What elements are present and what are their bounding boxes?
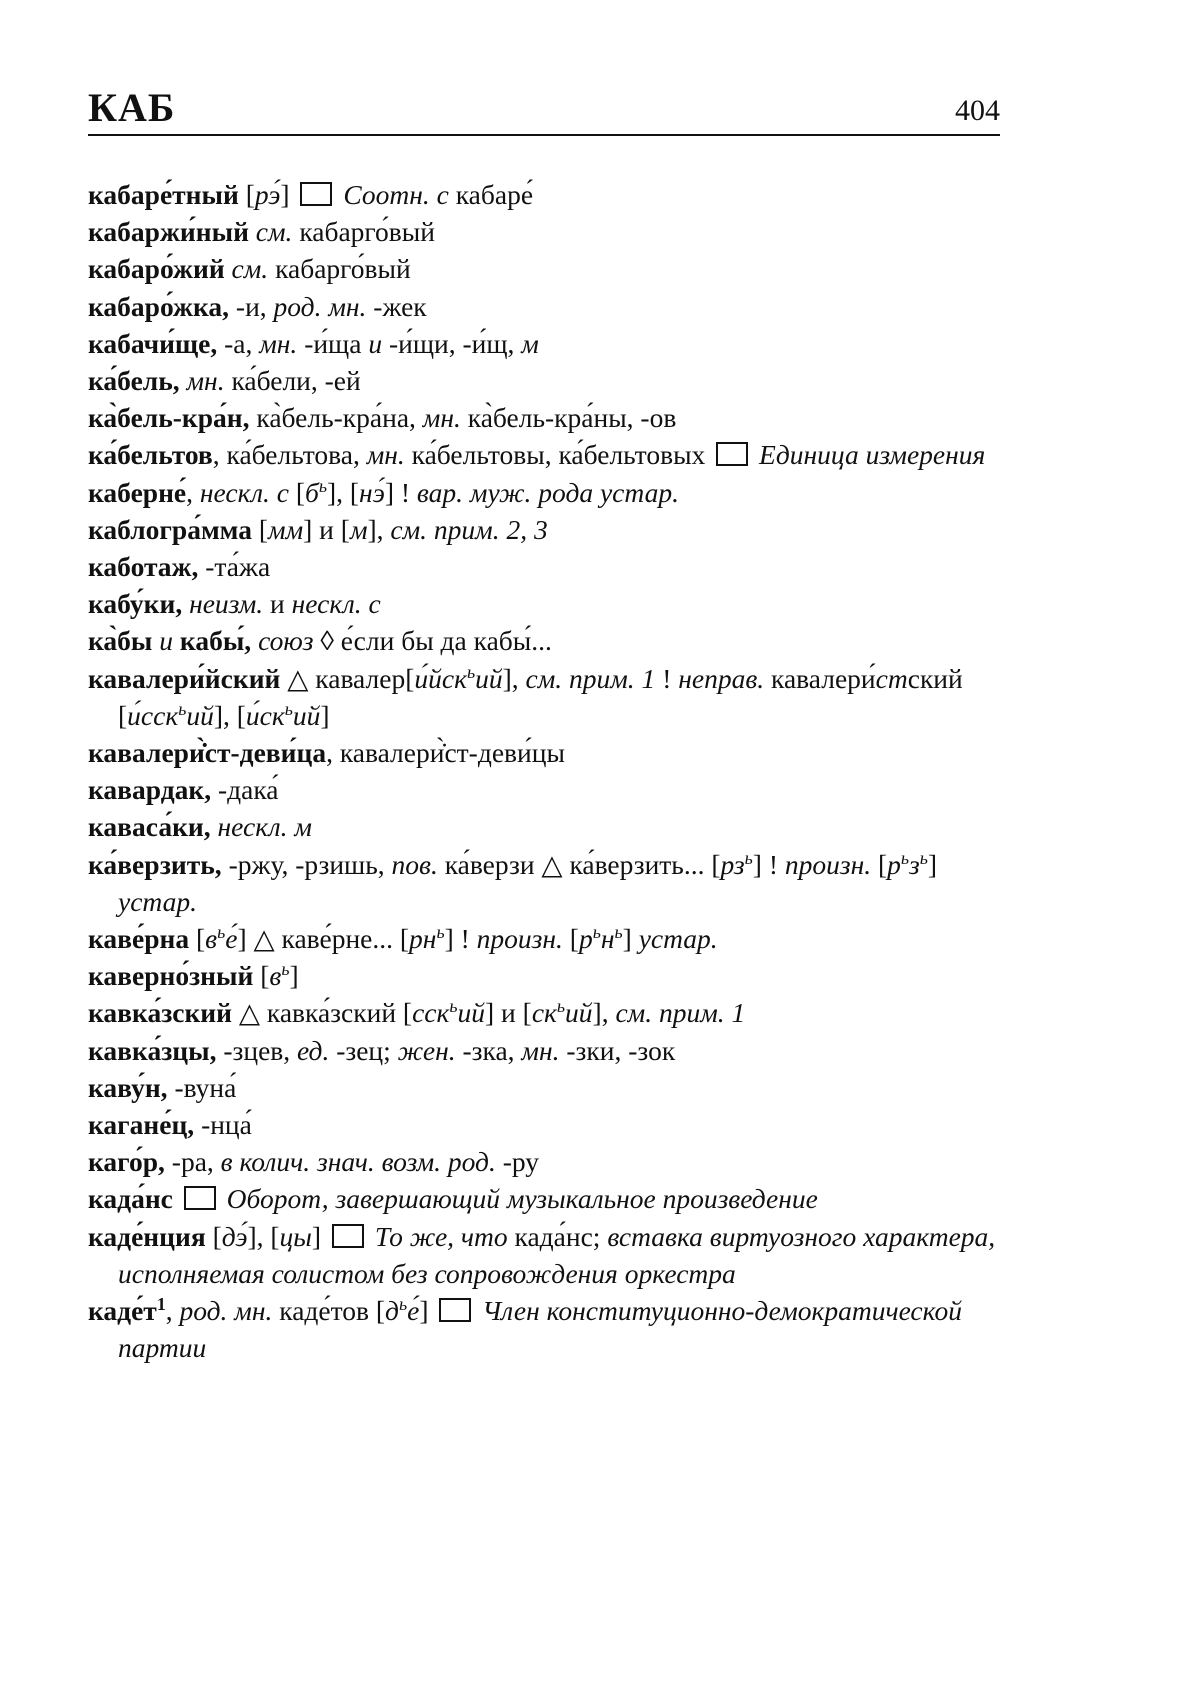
entry-text: -вуна́	[167, 1071, 237, 1103]
softness-mark: ь	[284, 698, 293, 719]
grammar-label: Единица измерения	[752, 439, 986, 471]
grammar-label: ий	[457, 997, 486, 1029]
grammar-label: и	[368, 327, 389, 359]
definition-box-icon	[300, 182, 332, 206]
grammar-label: ст	[875, 662, 908, 694]
dictionary-page	[88, 78, 1000, 1367]
softness-mark: ь	[449, 996, 458, 1017]
dictionary-entry	[88, 957, 1000, 994]
entry-text: ]	[320, 699, 330, 731]
entry-text: када́нс;	[514, 1220, 608, 1252]
definition-box-icon	[716, 442, 748, 466]
page-header	[88, 78, 1000, 128]
grammar-label: устар.	[118, 885, 197, 917]
grammar-label: неправ.	[678, 662, 772, 694]
grammar-label: неизм.	[182, 588, 271, 620]
grammar-label: в	[269, 960, 282, 992]
softness-mark: ь	[217, 921, 226, 942]
dictionary-entry	[88, 548, 1000, 585]
headword: каберне́	[88, 476, 187, 508]
grammar-label: н	[600, 923, 615, 955]
dictionary-entry	[88, 399, 1000, 436]
headword: кабы́,	[179, 625, 252, 657]
grammar-label: мн.	[366, 439, 412, 471]
grammar-label: ий	[186, 699, 214, 731]
entry-text: ] и [	[485, 997, 532, 1029]
entry-text: кавалери́	[771, 662, 876, 694]
headword: кагане́ц,	[88, 1109, 195, 1141]
entry-text: ка́бели, -ей	[231, 365, 361, 397]
entry-text: ка̀бель-кра́на,	[249, 402, 423, 434]
grammar-label: и́ск	[245, 699, 285, 731]
dictionary-entry	[88, 1143, 1000, 1180]
grammar-label: ий	[475, 662, 503, 694]
entry-text: -зка,	[462, 1034, 522, 1066]
entry-text: ский [	[118, 662, 963, 731]
grammar-label: вставка виртуозного характера, исполняемая солистом без сопровождения оркестра	[118, 1220, 996, 1289]
entry-text: !	[662, 662, 679, 694]
headword: кавардак,	[88, 774, 212, 806]
grammar-label: см. прим. 2, 3	[390, 513, 548, 545]
entry-text: [	[189, 923, 206, 955]
entry-text: -зки, -зок	[566, 1034, 676, 1066]
grammar-label: устар.	[638, 923, 718, 955]
entry-text: , ка́бельтова,	[212, 439, 367, 471]
entry-text: ]	[927, 848, 938, 880]
entry-text: [	[877, 848, 888, 880]
entry-text: ]	[622, 923, 639, 955]
entry-text: ,	[165, 1295, 180, 1327]
entry-text: ] !	[444, 923, 477, 955]
dictionary-entry	[88, 660, 1000, 734]
entry-text: -и́ща	[304, 327, 369, 359]
dictionary-entry	[88, 511, 1000, 548]
headword: кабаржи́ный	[88, 216, 249, 248]
entry-text: кабарго́вый	[275, 253, 411, 285]
entry-text: ] !	[752, 848, 785, 880]
headword: каве́рна	[88, 923, 190, 955]
grammar-label: род. мн.	[179, 1295, 280, 1327]
dictionary-entry	[88, 1032, 1000, 1069]
headword: кавалери̇̀ст-деви́ца	[88, 737, 327, 769]
softness-mark: ь	[398, 1293, 408, 1314]
entry-text: ]	[419, 1295, 436, 1327]
grammar-label: р	[887, 848, 901, 880]
headword: кабу́ки,	[88, 588, 183, 620]
headword: каго́р,	[88, 1146, 165, 1178]
entry-text: ], [	[213, 699, 246, 731]
dictionary-entry	[88, 325, 1000, 362]
entry-text: ],	[502, 662, 526, 694]
entry-text: -жек	[373, 290, 427, 322]
entry-text: -зцев,	[216, 1034, 298, 1066]
dictionary-entry	[88, 436, 1000, 473]
softness-mark: ь	[556, 996, 566, 1017]
entry-text: ] !	[384, 476, 417, 508]
entry-text: кабаре́	[455, 179, 534, 210]
entry-text: -и,	[229, 290, 274, 322]
headword: каву́н,	[88, 1071, 168, 1103]
headword: ка̀бы	[88, 625, 160, 657]
grammar-label: и́сск	[127, 699, 179, 731]
dictionary-entry	[88, 622, 1000, 659]
grammar-label: нэ́	[359, 476, 385, 508]
headword: каблогра́мма	[88, 513, 252, 545]
homonym-index: 1	[156, 1293, 166, 1314]
softness-mark: ь	[178, 698, 187, 719]
headword: каботаж,	[88, 551, 199, 583]
grammar-label: Член конституционно-демократической партии	[118, 1295, 962, 1364]
grammar-label: пов.	[391, 848, 445, 880]
grammar-label: мн.	[259, 327, 305, 359]
grammar-label: в колич. знач. возм. род.	[220, 1146, 503, 1178]
dictionary-entry	[88, 734, 1000, 771]
entry-text: [	[253, 960, 270, 992]
grammar-label: см. прим. 1	[615, 997, 746, 1029]
softness-mark: ь	[614, 921, 623, 942]
grammar-label: мм	[268, 513, 304, 545]
grammar-label: и	[159, 625, 180, 657]
entry-text: ка̀бель-кра́ны, -ов	[467, 402, 677, 434]
entry-text: каде́тов [	[279, 1295, 386, 1327]
headword: када́нс	[88, 1183, 180, 1215]
entry-text: [	[205, 1220, 222, 1252]
grammar-label: сск	[412, 997, 450, 1029]
headword: кабаро́жка,	[88, 290, 230, 322]
grammar-label: ий	[565, 997, 593, 1029]
dictionary-entry	[88, 474, 1000, 511]
grammar-label: нескл. с	[291, 588, 381, 620]
dictionary-entry	[88, 846, 1000, 920]
headword: кавалери́йский	[88, 662, 281, 694]
entry-text: ка́бельтовы, ка́бельтовых	[411, 439, 713, 471]
headword: каде́т	[88, 1295, 157, 1327]
entry-text: -нца́	[194, 1109, 252, 1141]
grammar-label: б	[304, 476, 319, 508]
grammar-label: см.	[248, 216, 300, 248]
entry-text: ,	[186, 476, 200, 508]
grammar-label: е́	[225, 923, 238, 955]
page-number: 404	[955, 94, 1000, 127]
grammar-label: дэ́	[221, 1220, 248, 1252]
entry-text: -та́жа	[198, 551, 271, 583]
entry-text: и	[270, 588, 292, 620]
entry-text: △ кавка́зский [	[232, 997, 413, 1029]
dictionary-entry	[88, 920, 1000, 957]
headword: кабаро́жий	[88, 253, 225, 285]
entry-text: ка́верзи △ ка́верзить... [	[444, 848, 721, 880]
grammar-label: см. прим. 1	[525, 662, 663, 694]
dictionary-entry	[88, 288, 1000, 325]
dictionary-entry	[88, 585, 1000, 622]
grammar-label: р	[578, 923, 593, 955]
definition-box-icon	[332, 1224, 364, 1248]
grammar-label: мн.	[422, 402, 468, 434]
headword: каваса́ки,	[88, 811, 211, 843]
entry-text: , кавалери̇̀ст-деви́цы	[326, 737, 565, 769]
entry-text: ] △ каве́рне... [	[237, 923, 410, 955]
dictionary-entry	[88, 771, 1000, 808]
grammar-label: нескл. м	[210, 811, 312, 843]
headword: кабачи́ще,	[88, 327, 218, 359]
grammar-label: м	[521, 327, 539, 359]
entry-text: ], [	[326, 476, 360, 508]
grammar-label: союз	[251, 625, 321, 657]
headword: каде́нция	[88, 1220, 206, 1252]
grammar-label: произн.	[784, 848, 878, 880]
grammar-label: ед.	[297, 1034, 337, 1066]
entry-text: [	[251, 513, 269, 545]
grammar-label: произн.	[476, 923, 570, 955]
grammar-label: см.	[224, 253, 276, 285]
entry-text: -ра,	[164, 1146, 221, 1178]
running-head: КАБ	[88, 85, 176, 130]
grammar-label: вар. муж. рода устар.	[416, 476, 679, 508]
dictionary-entry	[88, 994, 1000, 1031]
dictionary-entry	[88, 213, 1000, 250]
entry-text: [	[238, 179, 255, 210]
grammar-label: мн.	[179, 365, 232, 397]
softness-mark: ь	[318, 475, 327, 496]
headword: кабаре́тный	[88, 179, 239, 210]
entry-text: ◊ е́сли бы да кабы́...	[320, 625, 552, 657]
dictionary-entry	[88, 1218, 1000, 1292]
headword: ка́бельтов	[88, 439, 213, 471]
dictionary-entry	[88, 1292, 1000, 1366]
grammar-label: ск	[531, 997, 557, 1029]
dictionary-entry	[88, 362, 1000, 399]
definition-box-icon	[439, 1298, 471, 1322]
headword: ка́бель,	[88, 365, 180, 397]
softness-mark: ь	[744, 847, 753, 868]
grammar-label: рн	[409, 923, 437, 955]
dictionary-entry	[88, 1106, 1000, 1143]
grammar-label: ий	[292, 699, 321, 731]
grammar-label: Соотн. с	[336, 179, 456, 210]
entry-text: ],	[367, 513, 391, 545]
grammar-label: нескл. с	[199, 476, 296, 508]
softness-mark: ь	[436, 921, 445, 942]
grammar-label: мн.	[521, 1034, 567, 1066]
softness-mark: ь	[919, 847, 928, 868]
softness-mark: ь	[592, 921, 601, 942]
grammar-label: Оборот, завершающий музыкальное произведение	[219, 1183, 818, 1215]
dictionary-entry	[88, 250, 1000, 287]
entry-text: -ржу, -рзишь,	[221, 848, 392, 880]
softness-mark: ь	[900, 847, 910, 868]
grammar-label: з	[909, 848, 920, 880]
grammar-label: род. мн.	[273, 290, 374, 322]
softness-mark: ь	[466, 661, 476, 682]
entry-text: кабарго́вый	[299, 216, 435, 248]
grammar-label: цы	[279, 1220, 312, 1252]
dictionary-entry	[88, 1069, 1000, 1106]
entry-text: -и́щи, -и́щ,	[388, 327, 522, 359]
headword: каверно́зный	[88, 960, 254, 992]
entry-text: ], [	[247, 1220, 280, 1252]
definition-box-icon	[184, 1186, 216, 1210]
headword: ка́верзить,	[88, 848, 222, 880]
grammar-label: рэ́	[254, 179, 281, 210]
grammar-label: рз	[720, 848, 745, 880]
entry-text: ]	[311, 1220, 328, 1252]
dictionary-entry	[88, 176, 1000, 213]
grammar-label: и́йск	[414, 662, 467, 694]
headword: ка̀бель-кра́н,	[88, 402, 250, 434]
entry-text: ]	[289, 960, 299, 992]
dictionary-entry	[88, 808, 1000, 845]
entry-text: ],	[592, 997, 616, 1029]
grammar-label: е́	[407, 1295, 420, 1327]
entry-text: -дака́	[211, 774, 279, 806]
headword: кавка́зцы,	[88, 1034, 217, 1066]
header-rule	[88, 134, 1000, 136]
entry-text: -а,	[217, 327, 260, 359]
entry-text: ]	[280, 179, 297, 210]
entry-text: △ кавалер[	[280, 662, 415, 694]
headword: кавка́зский	[88, 997, 232, 1029]
softness-mark: ь	[281, 959, 290, 980]
dictionary-entry	[88, 1180, 1000, 1217]
grammar-label: жен.	[397, 1034, 463, 1066]
grammar-label: д	[385, 1295, 399, 1327]
entry-text: ] и [	[303, 513, 350, 545]
entry-text: -ру	[502, 1146, 539, 1178]
entry-list	[88, 176, 1000, 1367]
entry-text: [	[569, 923, 579, 955]
grammar-label: м	[349, 513, 368, 545]
grammar-label: в	[205, 923, 218, 955]
entry-text: -зец;	[336, 1034, 398, 1066]
grammar-label: То же, что	[367, 1220, 515, 1252]
entry-text: [	[295, 476, 305, 508]
